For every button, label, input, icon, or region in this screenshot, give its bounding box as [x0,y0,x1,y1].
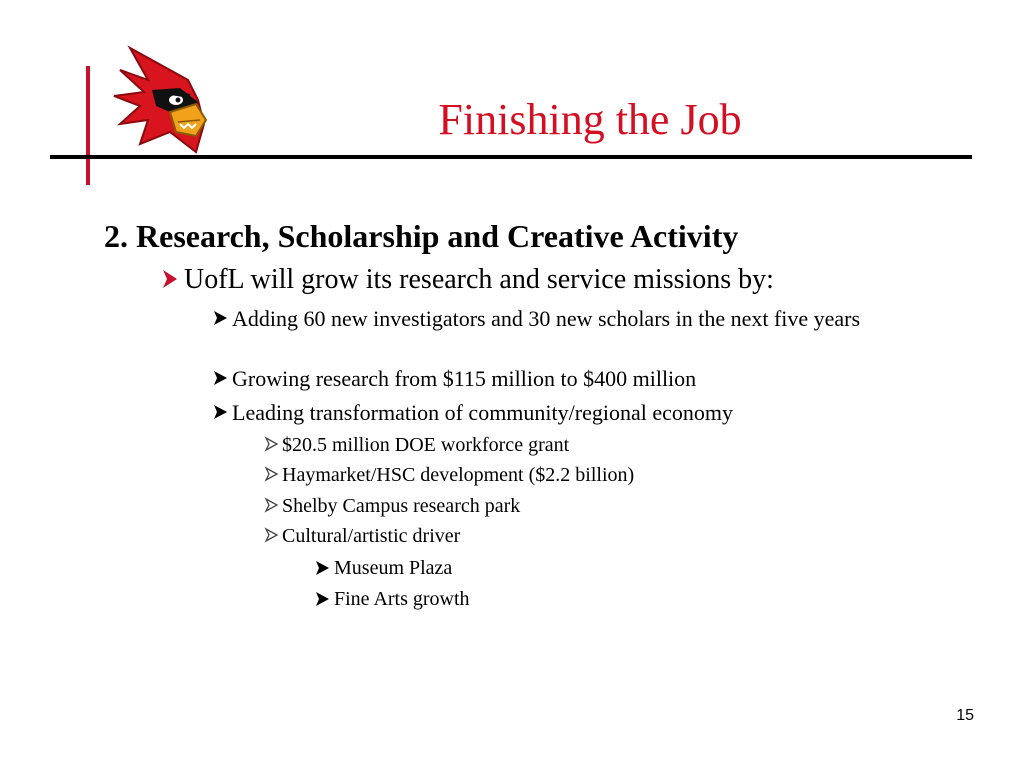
bullet-text: UofL will grow its research and service missions by: [184,264,774,295]
bullet-text: Adding 60 new investigators and 30 new scholars in the next five years [232,306,861,331]
outline-arrow-bullet-icon [262,433,282,455]
outline-arrow-bullet-icon [262,463,282,485]
arrow-bullet-icon [312,587,334,611]
outline-arrow-bullet-icon [262,524,282,546]
slide-title: Finishing the Job [438,95,742,144]
arrow-bullet-icon [210,366,232,390]
bullet-level3 [262,432,569,458]
bullet-level2 [210,399,972,427]
outline-arrow-bullet-icon [262,494,282,516]
arrow-bullet-icon [158,264,184,294]
bullet-text: Fine Arts growth [334,588,470,610]
bullet-level4 [312,555,452,581]
bullet-level3 [262,462,634,488]
page-number: 15 [956,707,974,724]
bullet-text: Leading transformation of community/regional economy [232,400,733,425]
bullet-text: Museum Plaza [334,557,453,579]
section-heading: 2. Research, Scholarship and Creative Activity [104,218,739,254]
arrow-bullet-icon [210,306,232,330]
accent-vertical-rule [86,66,90,185]
bullet-level3 [262,523,460,549]
title-divider-rule [50,155,972,159]
bullet-level1 [158,262,774,298]
bullet-text: Shelby Campus research park [282,495,521,517]
bullet-text: Growing research from $115 million to $400 million [232,366,697,391]
bullet-text: Cultural/artistic driver [282,525,461,547]
bullet-level2 [210,365,972,393]
arrow-bullet-icon [312,556,334,580]
cardinal-logo-icon [100,40,210,160]
bullet-level2 [210,305,972,333]
arrow-bullet-icon [210,400,232,424]
bullet-level3 [262,493,520,519]
bullet-text: Haymarket/HSC development ($2.2 billion) [282,464,635,486]
bullet-text: $20.5 million DOE workforce grant [282,434,570,456]
bullet-level4 [312,586,470,612]
